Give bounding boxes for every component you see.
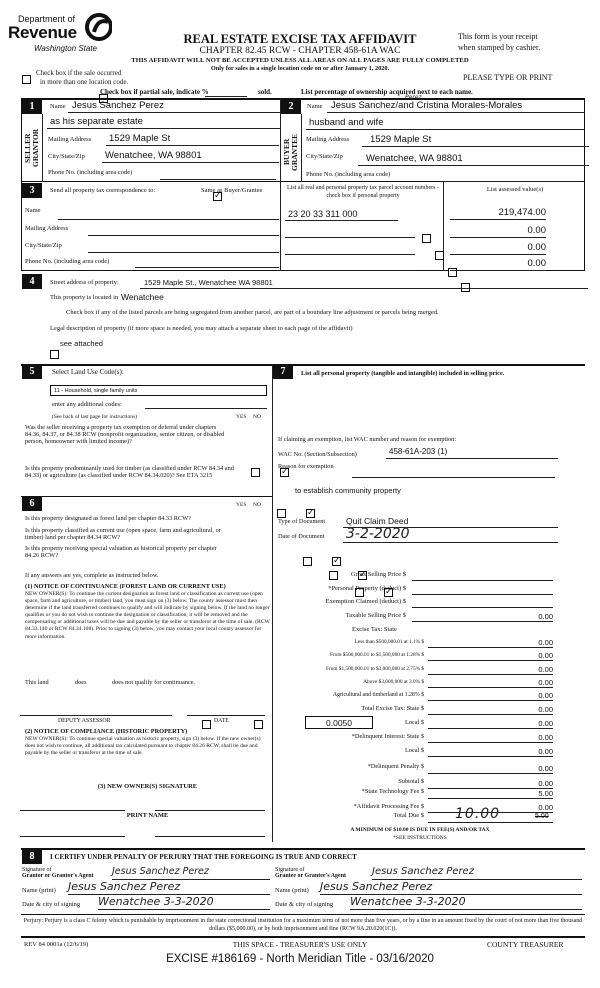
new-owner-signature-title: (3) NEW OWNER(S) SIGNATURE	[97, 783, 198, 790]
doc-type-label: Type of Document	[278, 518, 326, 525]
reason-label: Reason for exemption	[278, 463, 334, 470]
receipt-note-1: This form is your receipt	[458, 32, 538, 41]
total-due-label: Total Due $	[393, 812, 424, 819]
personal-property-checkbox[interactable]	[435, 251, 444, 260]
grantee-name-print-field[interactable]: Jesus Sanchez Perez	[320, 880, 582, 895]
tier-4-label: Above $3,000,000 at 3.0% $	[363, 679, 424, 685]
buyer-mailing-field[interactable]: 1529 Maple St	[362, 134, 589, 147]
personal-property-deduct-label: *Personal Property (deduct) $	[328, 585, 406, 592]
correspondence-city-label: City/State/Zip	[25, 242, 62, 249]
notice-compliance-title: (2) NOTICE OF COMPLIANCE (HISTORIC PROPERTY)	[25, 728, 188, 735]
grantor-signature-label-2: Grantor or Grantor's Agent	[22, 873, 94, 879]
tech-fee-field[interactable]: 5.00	[428, 789, 553, 799]
exemption-yes-checkbox[interactable]	[251, 468, 260, 477]
notice-compliance-body: NEW OWNER(S): To continue special valuation as historic property, sign (3) below. If the new owner(s) does not wish to continue, all additional tax calculated pursuant to chapter 84.26 RCW, shall be due and payable by the seller or transferor at the time of sale.	[25, 736, 261, 757]
taxable-selling-price-label: Taxable Selling Price $	[345, 612, 406, 619]
county-treasurer-label: COUNTY TREASURER	[487, 940, 564, 949]
this-land-label: This land	[25, 679, 49, 686]
see-instructions-note: *SEE INSTRUCTIONS	[393, 835, 447, 841]
multi-location-checkbox[interactable]	[22, 75, 31, 84]
buyer-phone-field[interactable]	[440, 173, 581, 182]
tier-2-field[interactable]: 0.00	[428, 651, 553, 661]
grantee-name-print-label: Name (print)	[275, 887, 309, 894]
type-or-print-note: PLEASE TYPE OR PRINT	[463, 73, 553, 82]
form-revision: REV 84 0001a (12/6/19)	[24, 941, 89, 948]
does-not-qualify-checkbox[interactable]	[254, 720, 263, 729]
street-address-field[interactable]: 1529 Maple St., Wenatchee WA 98801	[140, 278, 588, 289]
tier-3-label: From $1,500,000.01 to $3,000,000 at 2.75% $	[326, 666, 424, 672]
reason-line[interactable]	[352, 477, 555, 478]
tier-4-field[interactable]: 0.00	[428, 678, 553, 688]
processing-fee-label: *Affidavit Processing Fee $	[353, 803, 424, 810]
grantee-signature-field[interactable]: Jesus Sanchez Perez	[372, 866, 582, 880]
delinquent-interest-local-label: Local $	[404, 747, 424, 754]
grantee-date-city-label: Date & city of signing	[275, 901, 334, 908]
multi-location-label-1: Check box if the sale occurred	[36, 69, 122, 77]
parcel-header: List all real and personal property tax parcel account numbers - check box if personal property	[287, 185, 439, 199]
exemption-claimed-field[interactable]	[412, 598, 553, 608]
doc-type-field[interactable]: Quit Claim Deed	[343, 516, 558, 528]
section-2-side-divider	[301, 114, 302, 182]
section-5-no-header: NO	[253, 414, 261, 420]
taxable-selling-price-field[interactable]: 0.00	[412, 612, 553, 622]
partial-sale-sold: sold.	[258, 88, 272, 96]
single-location-note: Only for sales in a single location code on or after January 1, 2020.	[210, 65, 390, 72]
parcel-number-field[interactable]	[285, 259, 415, 271]
assessor-date-label: DATE	[214, 718, 229, 724]
buyer-name-label: Name	[307, 103, 323, 110]
grantor-date-city-field[interactable]: Wenatchee 3-3-2020	[98, 895, 270, 910]
delinquent-interest-local-field[interactable]: 0.00	[428, 747, 553, 757]
total-due-handwritten: 10.00	[455, 806, 501, 822]
notice-continuance-body: NEW OWNER(S): To continue the current designation as forest land or classification as current use (open space, farm and agriculture, or timber) land, you must sign on (3) below. The county assessor must then determine if the land transferred continues to qualify and will indicate by signing below. If the land no longer qualifies or you do not wish to continue the designation or classification, it will be removed and the compensating or additional taxes will be due and payable by the seller or transferor at the time of sale. (RCW 84.33.140 or RCW 84.34.108). Prior to signing (3) below, you may contact your local county assessor for more information.	[25, 591, 270, 640]
additional-codes-field[interactable]	[145, 408, 267, 409]
buyer-name-annotation: Perez	[405, 94, 422, 101]
logo-swirl-icon	[84, 12, 112, 42]
buyer-grantee-label: BUYER GRANTEE	[282, 133, 299, 171]
land-use-label: Select Land Use Code(s):	[52, 368, 124, 376]
section-8-number: 8	[22, 850, 42, 864]
land-use-code-field[interactable]: 11 - Household, single family units	[50, 385, 267, 396]
grantor-name-print-label: Name (print)	[22, 887, 56, 894]
correspondence-phone-field[interactable]	[135, 267, 279, 268]
does-qualify-checkbox[interactable]	[202, 720, 211, 729]
seller-phone-label: Phone No. (including area code)	[48, 169, 133, 176]
buyer-name-field[interactable]: Jesus Sanchez/and Cristina Morales-Morales	[327, 100, 585, 113]
grantor-name-print-field[interactable]: Jesus Sanchez Perez	[68, 880, 270, 895]
partial-sale-label: Check box if partial sale, indicate %	[100, 88, 209, 96]
segregated-label: Check box if any of the listed parcels are being segregated from another parcel, are part of a boundary line adjustment or parcels being merged.	[66, 309, 439, 316]
agricultural-tier-field[interactable]: 0.00	[428, 691, 553, 701]
forest-land-question: Is this property designated as forest land per chapter 84.33 RCW?	[25, 515, 191, 522]
grantor-signature-label-1: Signature of	[22, 867, 52, 873]
section-6-no-header: NO	[253, 502, 261, 508]
section-1-side-divider	[42, 114, 43, 182]
tier-1-field[interactable]: 0.00	[428, 638, 553, 648]
total-state-field[interactable]: 0.00	[428, 705, 553, 715]
parcel-number-field[interactable]: 23 20 33 311 000	[285, 209, 398, 221]
exemption-claim-label: If claiming an exemption, list WAC number and reason for exemption:	[278, 436, 457, 443]
seller-name-field[interactable]: Jesus Sanchez Perez	[68, 100, 280, 113]
tech-fee-label: *State Technology Fee $	[361, 788, 424, 795]
assessed-value-field[interactable]: 219,474.00	[450, 207, 546, 220]
does-label: does	[75, 679, 87, 686]
seller-mailing-label: Mailing Address	[48, 136, 92, 143]
grantee-signature-label-1: Signature of	[275, 867, 305, 873]
forest-land-yes-checkbox[interactable]	[303, 557, 312, 566]
correspondence-name-label: Name	[25, 207, 41, 214]
deputy-assessor-label: DEPUTY ASSESSOR	[58, 718, 111, 724]
timber-no-checkbox[interactable]	[306, 509, 315, 518]
section-5-yes-header: YES	[236, 414, 247, 420]
agricultural-tier-label: Agricultural and timberland at 1.28% $	[332, 692, 424, 698]
parcel-number-field[interactable]	[285, 226, 415, 238]
wac-label: WAC No. (Section/Subsection)	[278, 451, 357, 458]
section-6-number: 6	[22, 497, 42, 511]
section-6-yes-header: YES	[236, 502, 247, 508]
same-as-buyer-label: Same as Buyer/Grantee	[201, 187, 263, 194]
forest-land-no-checkbox[interactable]	[332, 557, 341, 566]
segregated-checkbox[interactable]	[50, 350, 59, 359]
land-use-instructions: (See back of last page for instructions)	[52, 414, 137, 420]
local-tax-field[interactable]: 0.00	[428, 719, 553, 729]
does-not-label: does not qualify for continuance.	[112, 679, 196, 686]
doc-date-label: Date of Document	[278, 533, 325, 540]
minimum-due-note: A MINIMUM OF $10.00 IS DUE IN FEE(S) AND/OR TAX	[350, 827, 490, 833]
buyer-city-label: City/State/Zip	[306, 153, 343, 160]
timber-question: Is this property predominantly used for timber (as classified under RCW 84.34 and 84.33) or agriculture (as classified under RCW 84.34.020)? See ETA 3215	[25, 465, 234, 479]
section-1-number: 1	[22, 99, 42, 114]
subtotal-field[interactable]: 0.00	[428, 779, 553, 789]
grantee-date-city-field[interactable]: Wenatchee 3-3-2020	[350, 895, 582, 910]
section-3-divider-a	[280, 182, 281, 271]
correspondence-mailing-label: Mailing Address	[25, 225, 69, 232]
legal-description-field[interactable]: see attached	[60, 339, 103, 348]
logo-main-text: Revenue	[8, 23, 77, 42]
tier-3-field[interactable]: 0.00	[428, 665, 553, 675]
assessor-date-line[interactable]	[187, 715, 265, 716]
wac-number-field[interactable]: 458-61A-203 (1)	[386, 447, 558, 459]
treasurer-use-label: THIS SPACE - TREASURER'S USE ONLY	[232, 940, 368, 949]
new-owner-signature-line-2[interactable]	[155, 810, 265, 811]
new-owner-signature-line-1[interactable]	[20, 810, 125, 811]
if-yes-instruction: If any answers are yes, complete as instructed below.	[25, 572, 159, 579]
personal-property-label: List all personal property (tangible and intangible) included in selling price.	[301, 370, 505, 377]
total-state-label: Total Excise Tax: State $	[361, 705, 424, 712]
doc-date-field[interactable]: 3-2-2020	[343, 526, 558, 543]
form-title: REAL ESTATE EXCISE TAX AFFIDAVIT	[183, 32, 417, 46]
logo-top-text: Department of	[18, 14, 76, 24]
footer-rule	[21, 936, 585, 938]
delinquent-interest-state-field[interactable]: 0.00	[428, 733, 553, 743]
receipt-note-2: when stamped by cashier.	[458, 43, 541, 52]
additional-codes-label: enter any additional codes:	[52, 401, 122, 408]
excise-tax-state-header: Excise Tax: State	[352, 626, 397, 633]
print-name-title: PRINT NAME	[126, 812, 169, 819]
seller-name-label: Name	[50, 103, 66, 110]
assessed-value-field[interactable]: 0.00	[450, 225, 546, 238]
reason-field[interactable]: to establish community property	[295, 486, 401, 495]
personal-property-deduct-field[interactable]	[412, 585, 553, 595]
gross-selling-price-label: Gross Selling Price $	[350, 571, 406, 578]
delinquent-penalty-label: *Delinquent Penalty $	[367, 763, 424, 770]
current-use-question: Is this property classified as current use (open space, farm and agricultural, or timber) land per chapter 84.34 RCW?	[25, 527, 221, 541]
correspondence-mailing-field[interactable]	[88, 235, 279, 236]
historic-question: Is this property receiving special valuation as historical property per chapter 84.26 RCW?	[25, 545, 217, 559]
seller-mailing-field[interactable]: 1529 Maple St	[106, 133, 279, 146]
certify-statement: I CERTIFY UNDER PENALTY OF PERJURY THAT THE FOREGOING IS TRUE AND CORRECT	[50, 853, 357, 861]
delinquent-interest-state-label: *Delinquent Interest: State $	[351, 733, 424, 740]
street-address-label: Street address of property:	[50, 279, 119, 286]
exemption-claimed-label: Exemption Claimed (deduct) $	[325, 598, 406, 605]
delinquent-penalty-field[interactable]: 0.00	[428, 764, 553, 774]
perjury-rule	[21, 914, 585, 915]
seller-city-field[interactable]: Wenatchee, WA 98801	[102, 150, 279, 163]
buyer-mailing-label: Mailing Address	[306, 136, 350, 143]
assessed-value-field[interactable]: 0.00	[450, 242, 546, 255]
section-8-top-rule	[21, 848, 585, 850]
section-2-number: 2	[281, 99, 301, 114]
assessed-header: List assessed value(s)	[486, 186, 544, 193]
buyer-name-line2-field[interactable]: husband and wife	[306, 117, 584, 130]
seller-phone-field[interactable]	[160, 171, 276, 180]
completion-warning: THIS AFFIDAVIT WILL NOT BE ACCEPTED UNLESS ALL AREAS ON ALL PAGES ARE FULLY COMPLETED	[131, 57, 469, 64]
logo-sub-text: Washington State	[34, 44, 98, 53]
buyer-phone-label: Phone No. (including area code)	[306, 171, 391, 178]
seller-grantor-label: SELLER GRANTOR	[23, 128, 40, 168]
personal-property-checkbox[interactable]	[422, 234, 431, 243]
gross-selling-price-field[interactable]	[412, 571, 553, 581]
notice-continuance-title: (1) NOTICE OF CONTINUANCE (FOREST LAND OR CURRENT USE)	[25, 583, 226, 590]
dor-logo	[6, 12, 116, 58]
section-3-number: 3	[22, 183, 42, 198]
parcel-number-field[interactable]	[285, 243, 415, 255]
partial-sale-percent-field[interactable]	[205, 96, 247, 97]
correspondence-label: Send all property tax correspondence to:	[50, 187, 156, 194]
print-name-line-2[interactable]	[155, 836, 265, 837]
multi-location-label-2: in more than one location code.	[40, 78, 129, 86]
local-tax-label: Local $	[404, 719, 424, 726]
perjury-statement: Perjury: Perjury is a class C felony which is punishable by imprisonment in the state correctional institution for a maximum term of not more than five years, or by a fine in an amount fixed by the court of not more than five thousand dollars ($5,000.00), or by both imprisonment and fine (RCW 9A.20.020(1C)).	[23, 918, 583, 932]
correspondence-city-field[interactable]	[88, 252, 279, 253]
total-due-struck: 5.00	[535, 813, 549, 820]
correspondence-name-field[interactable]	[58, 219, 279, 220]
tier-1-label: Less than $500,000.01 at 1.1% $	[354, 639, 424, 645]
seller-city-label: City/State/Zip	[48, 153, 85, 160]
seller-name-line2-field[interactable]: as his separate estate	[47, 116, 280, 129]
exemption-question: Was the seller receiving a property tax exemption or deferral under chapters 84.36, 84.37, or 84.38 RCW (nonprofit organization, senior citizen, or disabled person, homeowner with limited income)?	[25, 424, 225, 446]
ownership-note: List percentage of ownership acquired next to each name.	[301, 88, 473, 96]
tier-2-label: From $500,000.01 to $1,500,000 at 1.28% $	[329, 652, 424, 658]
timber-yes-checkbox[interactable]	[277, 509, 286, 518]
assessed-value-field[interactable]: 0.00	[450, 258, 546, 271]
section-7-number: 7	[273, 365, 293, 379]
section-6-top-rule	[21, 496, 272, 497]
print-name-line-1[interactable]	[20, 836, 125, 837]
located-in-label: This property is located in	[50, 294, 119, 301]
grantor-signature-field[interactable]: Jesus Sanchez Perez	[112, 866, 270, 880]
section-5-number: 5	[22, 365, 42, 379]
correspondence-phone-label: Phone No. (including area code)	[25, 258, 110, 265]
subtotal-label: Subtotal $	[398, 778, 424, 785]
local-rate-field[interactable]: 0.0050	[305, 716, 373, 729]
grantor-date-city-label: Date & city of signing	[22, 901, 81, 908]
section-5-7-divider	[272, 364, 273, 842]
deputy-assessor-signature-line[interactable]	[20, 715, 172, 716]
processing-fee-field[interactable]: 0.00	[428, 803, 553, 813]
legal-description-label: Legal description of property (if more space is needed, you may attach a separate sheet to each page of the affidavit)	[50, 325, 353, 332]
grantee-signature-label-2: Grantee or Grantee's Agent	[275, 873, 347, 879]
excise-stamp: EXCISE #186169 - North Meridian Title - 03/16/2020	[166, 953, 434, 965]
located-in-field[interactable]: Wenatchee	[121, 292, 164, 302]
buyer-city-field[interactable]: Wenatchee, WA 98801	[358, 153, 589, 166]
form-chapter: CHAPTER 82.45 RCW - CHAPTER 458-61A WAC	[199, 46, 401, 56]
section-4-number: 4	[22, 274, 42, 289]
